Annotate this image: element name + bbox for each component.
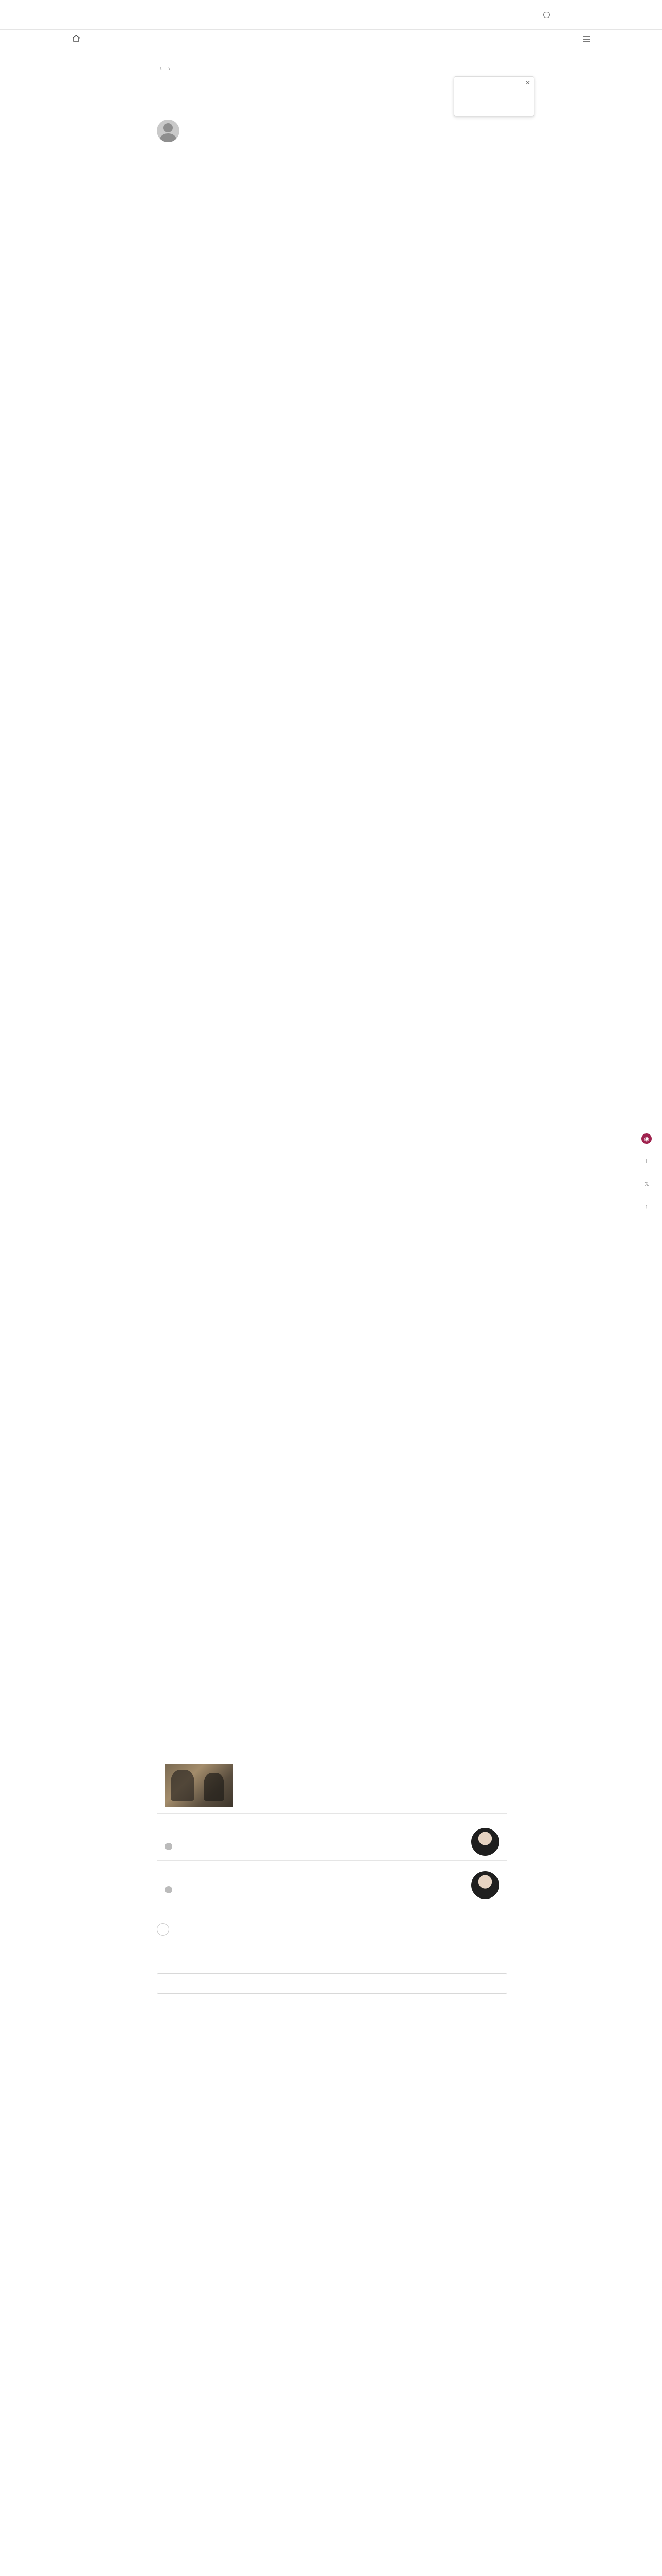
story-author-photo[interactable] bbox=[471, 1828, 499, 1856]
login-button[interactable] bbox=[543, 11, 552, 19]
scroll-top-icon[interactable]: ↑ bbox=[645, 1204, 648, 1210]
twitter-icon[interactable] bbox=[120, 156, 131, 167]
author-avatar[interactable] bbox=[157, 120, 179, 142]
comment-input[interactable] bbox=[157, 1973, 507, 1994]
twitter-float-icon[interactable]: 𝕏 bbox=[644, 1181, 649, 1188]
link-icon[interactable] bbox=[120, 199, 131, 210]
notification-icon[interactable]: ◉ bbox=[641, 1133, 652, 1144]
share-float-icon[interactable]: f bbox=[646, 1158, 648, 1164]
floating-tools bbox=[640, 1133, 653, 1212]
menu-icon[interactable] bbox=[583, 36, 591, 43]
comment-count-icon[interactable] bbox=[120, 177, 131, 189]
close-icon[interactable]: ✕ bbox=[525, 79, 531, 87]
story-item[interactable] bbox=[157, 1822, 507, 1861]
article-action-bar bbox=[157, 1918, 507, 1940]
home-icon[interactable] bbox=[72, 35, 80, 42]
bookmark-icon[interactable] bbox=[120, 221, 131, 232]
comment-icon[interactable] bbox=[120, 242, 131, 253]
story-author-photo[interactable] bbox=[471, 1871, 499, 1899]
related-thumbnail[interactable] bbox=[166, 1764, 233, 1807]
story-author bbox=[165, 1886, 174, 1893]
top-header bbox=[0, 0, 662, 30]
share-rail bbox=[119, 134, 133, 253]
related-article[interactable] bbox=[157, 1756, 507, 1814]
back-icon[interactable] bbox=[157, 1923, 169, 1936]
breadcrumb: › › bbox=[160, 65, 170, 72]
author-mini-avatar bbox=[165, 1886, 172, 1893]
facebook-icon[interactable] bbox=[120, 134, 131, 145]
follow-tooltip bbox=[454, 76, 534, 116]
story-author bbox=[165, 1842, 174, 1850]
author-mini-avatar bbox=[165, 1843, 172, 1850]
user-icon bbox=[543, 12, 550, 18]
story-item[interactable] bbox=[157, 1865, 507, 1904]
comment-tabs bbox=[157, 2003, 507, 2016]
main-nav bbox=[0, 30, 662, 48]
